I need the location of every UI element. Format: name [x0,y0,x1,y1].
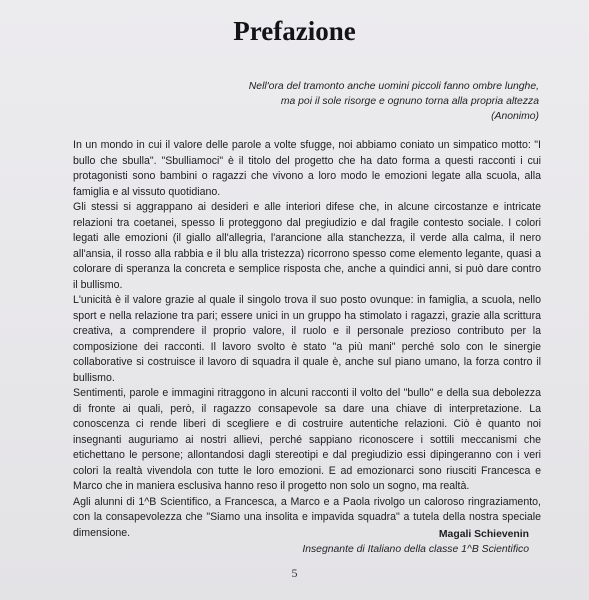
paragraph: Sentimenti, parole e immagini ritraggono in alcuni racconti il volto del "bullo" e della sua debolezza di fronte ai quali, però, il ragazzo consapevole sa dare una chiave di interpretazione. La conoscenza ci rende liberi di scegliere e di costruire autentiche relazioni. Ciò è quanto noi insegnanti auguriamo ai nostri allievi, perché sappiano riconoscere i sottili meccanismi che etichettano le persone; allontandosi dagli stereotipi e dal pregiudizio essi dipingeranno con i veri colori la realtà vivendola con tutte le loro emozioni. E ad emozionarci sono riusciti Francesca e Marco che in maniera esclusiva hanno reso il progetto non solo un sogno, ma realtà. [73,387,541,492]
paragraph: Gli stessi si aggrappano ai desideri e alle interiori difese che, in alcune circostanze e intricate relazioni tra coetanei, spesso li proteggono dal pregiudizio e dal fragile contesto sociale. I colori legati alle emozioni (il giallo all'allegria, l'arancione alla stanchezza, il verde alla calma, il nero all'ansia, il rosso alla rabbia e il blu alla tristezza) ricorrono spesso come elemento legante, quasi a colorare di speranza la concreta e semplice risposta che, anche a quindici anni, si può dare contro il bullismo. [73,201,541,291]
epigraph-line: ma poi il sole risorge e ognuno torna alla propria altezza [280,96,539,107]
paragraph: Agli alunni di 1^B Scientifico, a Francesca, a Marco e a Paola rivolgo un caloroso ringraziamento, con la consapevolezza che "Siamo una insolita e impavida squadra" a tutela della nostra speciale dimensione. [73,495,541,539]
signature-block [129,527,529,557]
page-title: Prefazione [233,16,356,46]
paragraph: L'unicità è il valore grazie al quale il singolo trova il suo posto ovunque: in famiglia, a scuola, nello sport e nella relazione tra pari; essere unici in un gruppo ha stimolato i ragazzi, grazie alla scrittura creativa, a comprendere il proprio valore, il ruolo e il personale prezioso contributo per la composizione dei racconti. Il lavoro svolto è stato "a più mani" perché solo con le sinergie collaborative si costruisce il lavoro di squadra il quale è, anche sul piano umano, la forza contro il bullismo. [73,294,541,384]
paragraph: In un mondo in cui il valore delle parole a volte sfugge, noi abbiamo coniato un simpatico motto: "I bullo che sbulla". "Sbulliamoci" è il titolo del progetto che ha dato forma a questi racconti i cui protagonisti sono bambini o ragazzi che vivono a loro modo le emozioni legate alla scuola, alla famiglia e al vissuto quotidiano. [73,139,541,198]
epigraph [59,79,539,124]
epigraph-attribution: (Anonimo) [491,111,539,122]
author-role: Insegnante di Italiano della classe 1^B Scientifico [302,544,529,555]
author-name: Magali Schievenin [438,529,529,540]
page-number: 5 [291,566,298,580]
epigraph-line: Nell'ora del tramonto anche uomini piccoli fanno ombre lunghe, [248,81,539,92]
preface-body [73,138,541,541]
